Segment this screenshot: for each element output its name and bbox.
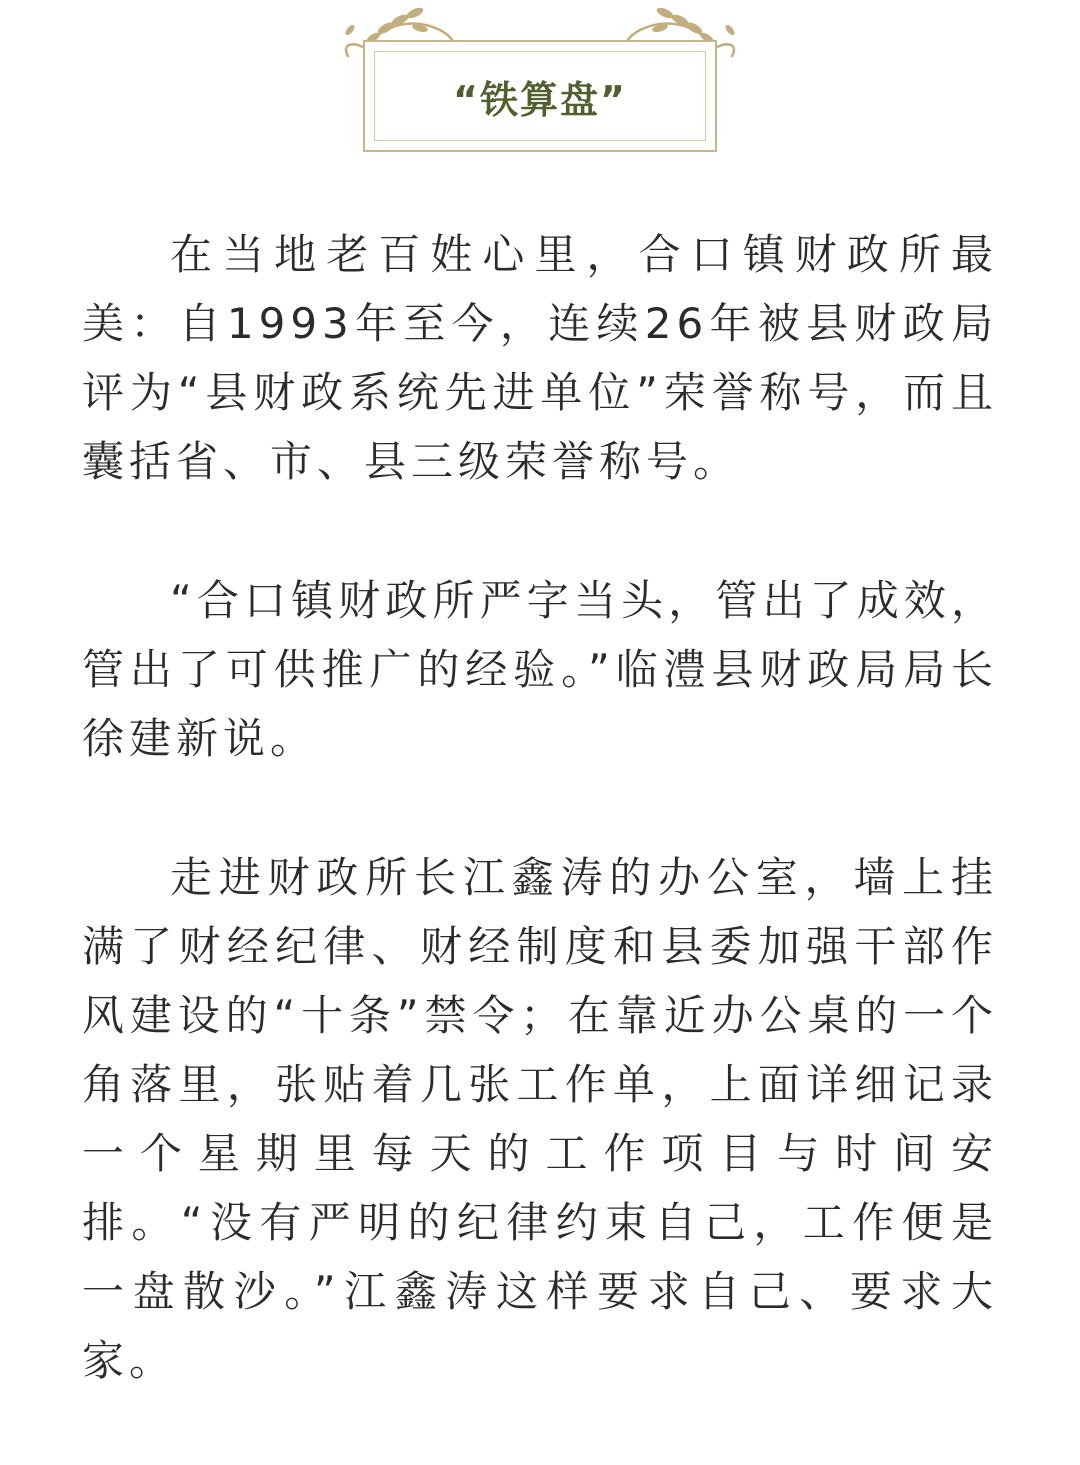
section-title: “铁算盘” (453, 78, 627, 122)
paragraph-1: 在当地老百姓心里，合口镇财政所最美：自1993年至今，连续26年被县财政局评为“县财政系统先进单位”荣誉称号，而且囊括省、市、县三级荣誉称号。 (82, 230, 998, 486)
paragraph-2: “合口镇财政所严字当头，管出了成效，管出了可供推广的经验。”临澧县财政局局长徐建新说。 (82, 576, 998, 763)
paragraph-3: 走进财政所长江鑫涛的办公室，墙上挂满了财经纪律、财经制度和县委加强干部作风建设的“十条”禁令；在靠近办公桌的一个角落里，张贴着几张工作单，上面详细记录一个星期里每天的工作项目与时间安排。“没有严明的纪律约束自己，工作便是一盘散沙。”江鑫涛这样要求自己、要求大家。 (82, 853, 998, 1385)
section-header (0, 0, 1080, 160)
article-body (82, 220, 998, 1465)
title-frame (363, 40, 717, 152)
